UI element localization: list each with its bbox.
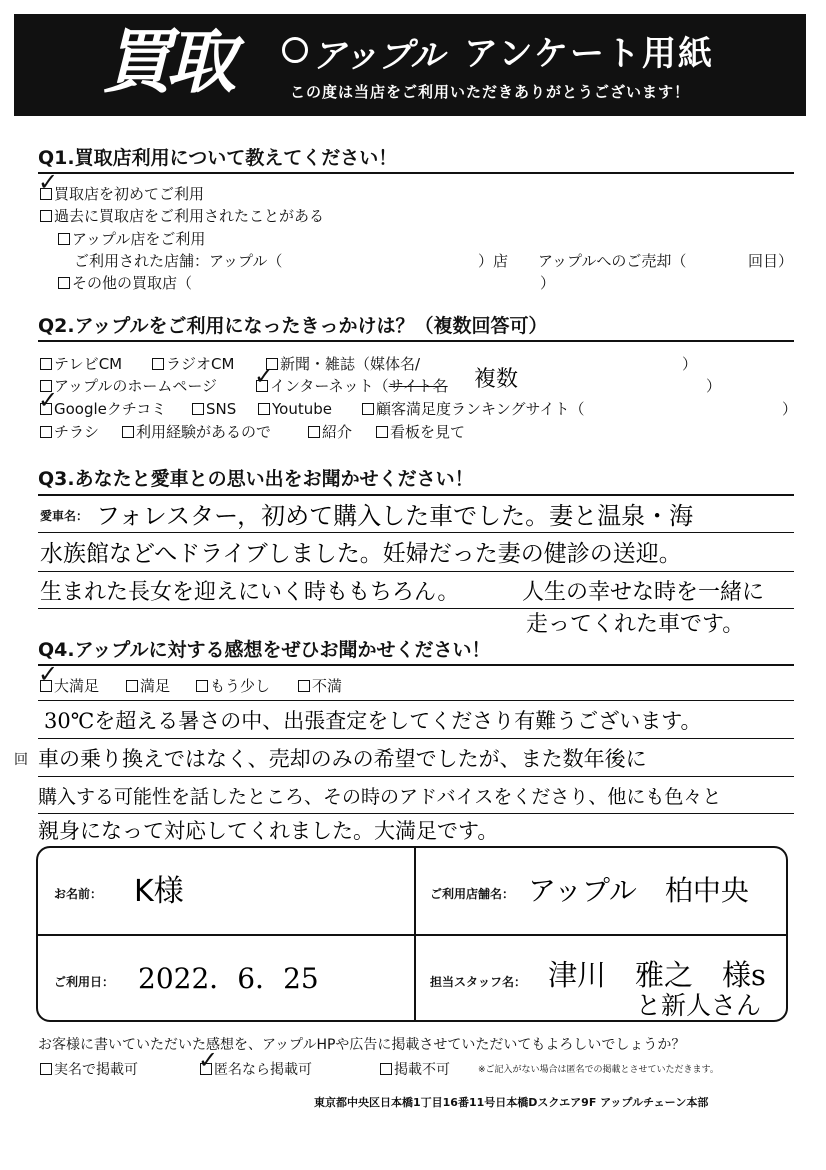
q1-store-line: ご利用された店舗：アップル（ (74, 252, 283, 270)
option-label: 利用経験があるので (136, 423, 272, 441)
q4-option-satisfied[interactable] (126, 676, 170, 696)
q1-rule (38, 172, 794, 174)
q2-option-ranking[interactable] (362, 399, 585, 419)
option-label: SNS (206, 400, 237, 418)
date-label: ご利用日： (54, 975, 115, 989)
option-label: 匿名なら掲載可 (214, 1062, 312, 1078)
q4-handwritten-line1: 30℃を超える暑さの中、出張査定をしてくださり有難うございます。 (44, 709, 702, 733)
checkbox[interactable] (308, 426, 320, 438)
q4-handwritten-line4: 親身になって対応してくれました。大満足です。 (38, 819, 499, 843)
q1-title: Q1.買取店利用について教えてください！ (38, 147, 398, 169)
option-label: アップル店をご利用 (72, 230, 206, 248)
table-divider-horizontal (38, 934, 786, 936)
apple-logo (282, 36, 444, 76)
car-name-label: 愛車名： (40, 509, 89, 523)
option-label: 満足 (140, 677, 171, 695)
q2-rule (38, 340, 794, 342)
option-label: 買取店を初めてご利用 (54, 185, 205, 203)
q4-option-a-little[interactable] (196, 676, 270, 696)
staff-name-value-2: と新人さん (636, 991, 762, 1020)
checkbox[interactable] (58, 233, 70, 245)
apple-logo-text: アップル (312, 36, 445, 76)
store-name-label: ご利用店舗名： (430, 887, 515, 901)
store-name-value: アップル 柏中央 (528, 874, 749, 907)
internet-answer-handwritten: 複数 (474, 367, 519, 392)
company-address: 東京都中央区日本橋1丁目16番11号日本橋Dスクエア9F アップルチェーン本部 (314, 1096, 709, 1109)
q3-handwritten-line4: 走ってくれた車です。 (526, 612, 745, 637)
checkbox[interactable] (122, 426, 134, 438)
checkbox[interactable] (362, 403, 374, 415)
q4-title: Q4.アップルに対する感想をぜひお聞かせください！ (38, 639, 491, 661)
q1-option-first-time[interactable] (40, 184, 204, 204)
checkbox[interactable] (376, 426, 388, 438)
checkbox[interactable] (192, 403, 204, 415)
q3-writing-line (38, 532, 794, 533)
option-label: アップルのホームページ (54, 377, 218, 395)
q2-option-homepage[interactable] (40, 376, 217, 396)
option-label: チラシ (54, 423, 100, 441)
option-label: 紹介 (322, 423, 353, 441)
q1-option-other[interactable] (58, 273, 192, 293)
checkmark-icon: ✓ (198, 1046, 219, 1074)
q3-handwritten-line2: 水族館などへドライブしました。妊婦だった妻の健診の送迎。 (40, 541, 682, 567)
q2-option-newspaper[interactable] (266, 354, 420, 374)
option-label: Googleクチコミ (54, 400, 167, 418)
option-label: インターネット（ (270, 377, 389, 395)
option-not-allowed[interactable] (380, 1060, 450, 1080)
q4-writing-line (38, 813, 794, 814)
option-label: 顧客満足度ランキングサイト（ (376, 400, 585, 418)
option-label: ラジオCM (166, 355, 235, 373)
checkbox[interactable] (40, 426, 52, 438)
q3-title: Q3.あなたと愛車との思い出をお聞かせください！ (38, 468, 474, 490)
checkmark-icon: ✓ (38, 660, 59, 688)
name-value: K様 (134, 874, 184, 909)
name-label: お名前： (54, 887, 103, 901)
option-label: 実名で掲載可 (54, 1062, 138, 1078)
option-label: その他の買取店（ (72, 274, 193, 292)
q2-option-internet[interactable] (256, 376, 448, 396)
q3-handwritten-line3b: 人生の幸せな時を一緒に (522, 580, 765, 605)
q2-option-introduction[interactable] (308, 422, 352, 442)
checkbox[interactable] (258, 403, 270, 415)
checkbox[interactable] (196, 680, 208, 692)
footer-note: ※ご記入がない場合は匿名での掲載とさせていただきます。 (478, 1065, 719, 1075)
q4-rule-bottom (38, 700, 794, 701)
q4-margin-mark: 回 (14, 752, 28, 768)
q4-rule (38, 664, 794, 666)
checkbox[interactable] (40, 1063, 52, 1075)
q2-option-sns[interactable] (192, 399, 236, 419)
header-banner (14, 14, 806, 116)
q1-count-suffix: 回目） (748, 252, 794, 270)
header-title: アンケート用紙 (464, 34, 714, 74)
q3-writing-line (38, 608, 794, 609)
q2-option-experience[interactable] (122, 422, 271, 442)
header-kaitori: 買取 (102, 21, 230, 103)
option-label: テレビCM (54, 355, 123, 373)
q3-rule (38, 494, 794, 496)
option-real-name[interactable] (40, 1060, 138, 1080)
checkmark-icon: ✓ (38, 168, 59, 196)
q4-writing-line (38, 738, 794, 739)
customer-info-table (36, 846, 788, 1022)
option-label: 過去に買取店をご利用されたことがある (54, 207, 325, 225)
q3-handwritten-line1: フォレスター，初めて購入した車でした。妻と温泉・海 (96, 502, 694, 530)
q2-option-radio[interactable] (152, 354, 234, 374)
checkbox[interactable] (298, 680, 310, 692)
checkbox[interactable] (126, 680, 138, 692)
q1-option-used-before[interactable] (40, 206, 324, 226)
q2-internet-close: ） (706, 377, 722, 395)
q4-handwritten-line2: 車の乗り換えではなく、売却のみの希望でしたが、また数年後に (38, 747, 647, 771)
checkbox[interactable] (380, 1063, 392, 1075)
q3-writing-line (38, 571, 794, 572)
checkbox[interactable] (40, 210, 52, 222)
apple-logo-icon (282, 37, 308, 63)
q2-newspaper-close: ） (682, 355, 698, 373)
option-label: 不満 (312, 677, 343, 695)
checkmark-icon: ✓ (38, 386, 59, 414)
option-label: 新聞・雑誌（媒体名/ (280, 355, 421, 373)
q4-writing-line (38, 776, 794, 777)
staff-name-value: 津川 雅之 様s (548, 958, 766, 992)
option-label: 掲載不可 (394, 1062, 450, 1078)
internet-site-label: サイト名 (388, 377, 448, 395)
staff-name-label: 担当スタッフ名： (430, 975, 527, 989)
q2-option-google[interactable] (40, 399, 166, 419)
option-label: もう少し (210, 677, 271, 695)
checkbox[interactable] (58, 277, 70, 289)
option-label: 看板を見て (390, 423, 466, 441)
q1-count-label: アップルへのご売却（ (538, 252, 687, 270)
q1-other-close: ） (540, 274, 556, 292)
checkmark-icon: ✓ (254, 362, 275, 390)
q2-title: Q2.アップルをご利用になったきっかけは？（複数回答可） (38, 315, 548, 337)
q1-store-suffix: ）店 (478, 252, 509, 270)
checkbox[interactable] (40, 358, 52, 370)
q2-option-youtube[interactable] (258, 399, 332, 419)
q3-handwritten-line3: 生まれた長女を迎えにいく時ももちろん。 (40, 580, 460, 605)
checkbox[interactable] (152, 358, 164, 370)
header-subtitle: この度は当店をご利用いただきありがとうございます！ (290, 83, 691, 101)
date-value: 2022．6．25 (138, 962, 319, 995)
q1-option-apple[interactable] (58, 229, 205, 249)
option-label: Youtube (272, 400, 332, 418)
publish-permission-question: お客様に書いていただいた感想を、アップルHPや広告に掲載させていただいてもよろしいでしょうか？ (38, 1037, 686, 1053)
q2-option-signboard[interactable] (376, 422, 465, 442)
q2-option-tv[interactable] (40, 354, 122, 374)
q2-option-flyer[interactable] (40, 422, 99, 442)
q4-handwritten-line3: 購入する可能性を話したところ、その時のアドバイスをくださり、他にも色々と (38, 786, 722, 808)
q4-option-dissatisfied[interactable] (298, 676, 342, 696)
option-label: 大満足 (54, 677, 100, 695)
q2-ranking-close: ） (782, 400, 798, 418)
